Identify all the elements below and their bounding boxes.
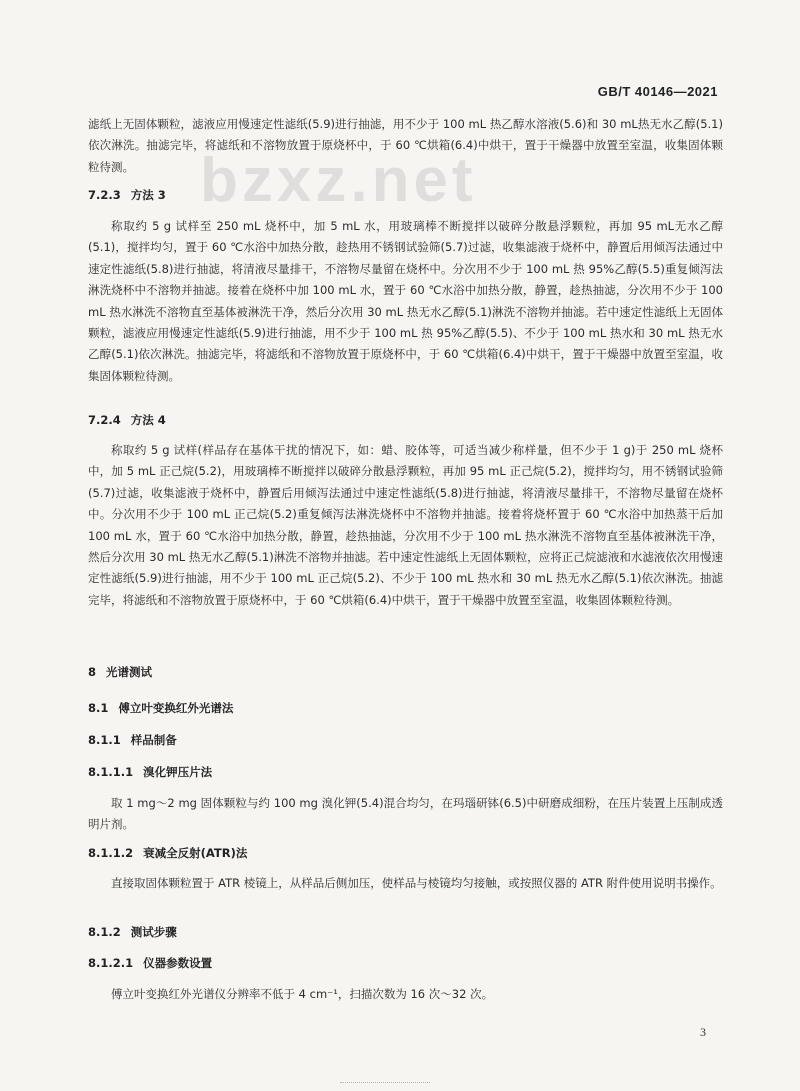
section-title: 仪器参数设置 — [143, 956, 213, 970]
heading-8-1-2-1 — [88, 955, 212, 971]
heading-7-2-4 — [88, 412, 166, 428]
paragraph-7-2-4: 称取约 5 g 试样(样品存在基体干扰的情况下，如：蜡、胶体等，可适当减少称样量，但不少于 1 g)于 250 mL 烧杯中，加 5 mL 正己烷(5.2)，用玻璃棒不断搅拌以破碎分散悬浮颗粒，再加 95 mL 正己烷(5.2)，搅拌均匀，用不锈钢试验筛(5.7)过滤，收集滤液于烧杯中，静置后用倾泻法通过中速定性滤纸(5.8)进行抽滤，将清液尽量排干，不溶物尽量留在烧杯中。分次用不少于 100 mL 正己烷(5.2)重复倾泻法淋洗烧杯中不溶物并抽滤。接着将烧杯置于 60 ℃水浴中加热蒸干后加 100 mL 水，置于 60 ℃水浴中加热分散，静置，趁热抽滤，分次用不少于 100 mL 热水淋洗不溶物直至基体被淋洗干净，然后分次用 30 mL 热无水乙醇(5.1)淋洗不溶物并抽滤。若中速定性滤纸上无固体颗粒，应将正己烷滤液和水滤液依次用慢速定性滤纸(5.9)进行抽滤，用不少于 100 mL 正己烷(5.2)、不少于 100 mL 热水和 30 mL 热无水乙醇(5.1)依次淋洗。抽滤完毕，将滤纸和不溶物放置于原烧杯中，于 60 ℃烘箱(6.4)中烘干，置于干燥器中放置至室温，收集固体颗粒待测。 — [88, 443, 723, 607]
paragraph-8-1-1-2: 直接取固体颗粒置于 ATR 棱镜上，从样品后侧加压，使样品与棱镜均匀接触，或按照仪器的 ATR 附件使用说明书操作。 — [111, 876, 722, 890]
section-title: 方法 3 — [130, 188, 166, 202]
section-title: 溴化钾压片法 — [143, 765, 213, 779]
standard-number: GB/T 40146—2021 — [597, 84, 718, 99]
section-number: 8.1.2.1 — [88, 956, 134, 970]
section-number: 8.1.1 — [88, 733, 121, 747]
watermark-logo: bzxz.net — [200, 146, 477, 215]
paragraph-8-1-1-1: 取 1 mg～2 mg 固体颗粒与约 100 mg 溴化钾(5.4)混合均匀，在玛瑙研钵(6.5)中研磨成细粉，在压片装置上压制成透明片剂。 — [88, 796, 723, 832]
paragraph-8-1-2-1: 傅立叶变换红外光谱仪分辨率不低于 4 cm⁻¹，扫描次数为 16 次～32 次。 — [111, 987, 494, 1001]
heading-8-1-1 — [88, 732, 177, 748]
paragraph-7-2-3: 称取约 5 g 试样至 250 mL 烧杯中，加 5 mL 水，用玻璃棒不断搅拌以破碎分散悬浮颗粒，再加 95 mL无水乙醇(5.1)，搅拌均匀，置于 60 ℃水浴中加热分散，趁热用不锈钢试验筛(5.7)过滤，收集滤液于烧杯中，静置后用倾泻法通过中速定性滤纸(5.8)进行抽滤，将清液尽量排干，不溶物尽量留在烧杯中。分次用不少于 100 mL 热 95%乙醇(5.5)重复倾泻法淋洗烧杯中不溶物并抽滤。接着在烧杯中加 100 mL 水，置于 60 ℃水浴中加热分散，静置，趁热抽滤，分次用不少于 100 mL 热水淋洗不溶物直至基体被淋洗干净，然后分次用 30 mL 热无水乙醇(5.1)淋洗不溶物并抽滤。若中速定性滤纸上无固体颗粒，滤液应用慢速定性滤纸(5.9)进行抽滤，用不少于 100 mL 热 95%乙醇(5.5)、不少于 100 mL 热水和 30 mL 热无水乙醇(5.1)依次淋洗。抽滤完毕，将滤纸和不溶物放置于原烧杯中，于 60 ℃烘箱(6.4)中烘干，置于干燥器中放置至室温，收集固体颗粒待测。 — [88, 219, 723, 383]
section-title: 样品制备 — [130, 733, 177, 747]
heading-8-1-2 — [88, 924, 177, 940]
section-number: 7.2.4 — [88, 413, 121, 427]
section-number: 8.1.1.1 — [88, 765, 134, 779]
section-title: 测试步骤 — [130, 925, 177, 939]
section-number: 8.1.2 — [88, 925, 121, 939]
heading-8 — [88, 664, 152, 680]
paragraph-7-2-2-continued: 滤纸上无固体颗粒，滤液应用慢速定性滤纸(5.9)进行抽滤，用不少于 100 mL 热乙醇水溶液(5.6)和 30 mL热无水乙醇(5.1)依次淋洗。抽滤完毕，将滤纸和不溶物放置于原烧杯中，于 60 ℃烘箱(6.4)中烘干，置于干燥器中放置至室温，收集固体颗粒待测。 — [88, 117, 723, 174]
footer-scan-mark — [340, 1082, 430, 1087]
section-title: 傅立叶变换红外光谱法 — [118, 701, 234, 715]
heading-8-1-1-1 — [88, 764, 212, 780]
heading-7-2-3 — [88, 187, 166, 203]
section-number: 8.1 — [88, 701, 109, 715]
heading-8-1-1-2 — [88, 845, 247, 861]
section-number: 7.2.3 — [88, 188, 121, 202]
section-title: 衰减全反射(ATR)法 — [143, 846, 248, 860]
section-title: 光谱测试 — [106, 665, 153, 679]
page-number: 3 — [700, 1025, 706, 1039]
section-number: 8 — [88, 665, 97, 679]
section-title: 方法 4 — [130, 413, 166, 427]
section-number: 8.1.1.2 — [88, 846, 134, 860]
heading-8-1 — [88, 700, 233, 716]
